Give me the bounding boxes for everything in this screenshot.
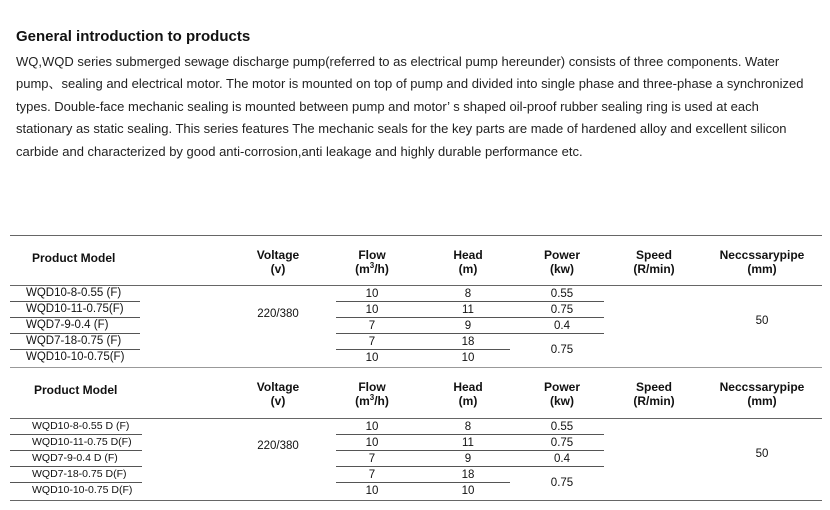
header-bottom-rule: [10, 285, 822, 286]
header-pipe-label: Neccssarypipe: [719, 248, 805, 262]
intro-line: stationary as static sealing. This series features The mechanic seals for the key parts are made of hardened alloy and excellent silicon: [16, 121, 787, 137]
header-flow: [332, 248, 412, 276]
header-power-label: Power: [543, 380, 580, 394]
power-cell-merged: 0.75: [550, 477, 574, 489]
table-top-rule: [10, 367, 822, 368]
header-pipe-label: Neccssarypipe: [719, 380, 805, 394]
header-power: [522, 248, 602, 276]
header-voltage-unit: (v): [270, 262, 286, 276]
header-speed-label: Speed: [635, 248, 672, 262]
header-power-unit: (kw): [550, 262, 574, 276]
pipe-cell: 50: [755, 315, 769, 327]
row-rule: [10, 349, 140, 350]
header-pipe: [702, 248, 822, 276]
row-rule: [336, 349, 510, 350]
product-table-1: [10, 235, 822, 367]
header-head-unit: (m): [458, 262, 478, 276]
row-rule: [10, 434, 142, 435]
header-voltage: [238, 380, 318, 408]
flow-cell: 7: [368, 336, 376, 348]
row-rule: [10, 450, 142, 451]
header-voltage-unit: (v): [270, 394, 286, 408]
power-cell: 0.4: [554, 320, 570, 332]
head-cell: 10: [461, 485, 475, 497]
row-rule: [10, 301, 140, 302]
model-cell: WQD10-10-0.75 D(F): [32, 484, 133, 496]
header-power: [522, 380, 602, 408]
head-cell: 9: [464, 320, 472, 332]
row-rule: [10, 482, 142, 483]
model-cell: WQD10-8-0.55 (F): [26, 287, 122, 299]
model-cell: WQD7-9-0.4 D (F): [32, 452, 118, 464]
header-speed-unit: (R/min): [633, 394, 675, 408]
intro-line: WQ,WQD series submerged sewage discharge pump(referred to as electrical pump hereunder) consists of three components. Water: [16, 54, 780, 69]
head-cell: 8: [464, 421, 472, 433]
table-bottom-rule: [10, 500, 822, 501]
model-cell: WQD7-18-0.75 (F): [26, 335, 122, 347]
product-table-2: [10, 367, 822, 501]
head-cell: 9: [464, 453, 472, 465]
flow-cell: 7: [368, 469, 376, 481]
header-head-label: Head: [453, 380, 483, 394]
row-rule: [10, 466, 142, 467]
model-cell: WQD7-9-0.4 (F): [26, 319, 109, 331]
header-flow-label: Flow: [358, 380, 386, 394]
header-pipe-unit: (mm): [747, 262, 777, 276]
flow-cell: 10: [365, 421, 379, 433]
model-cell: WQD10-11-0.75 D(F): [32, 436, 132, 448]
row-rule: [10, 333, 140, 334]
flow-cell: 7: [368, 320, 376, 332]
flow-cell: 10: [365, 437, 379, 449]
header-flow-unit: $(m^3/h)$: [355, 393, 389, 408]
power-cell: 0.55: [550, 288, 574, 300]
header-flow: [332, 380, 412, 408]
intro-line: types. Double-face mechanic sealing is mounted between pump and motor’ s shaped oil-proof rubber sealing ring is used at each: [16, 98, 759, 114]
header-speed: [614, 248, 694, 276]
header-product-model: Product Model: [32, 251, 116, 265]
head-cell: 8: [464, 288, 472, 300]
head-cell: 18: [461, 469, 475, 481]
header-flow-unit: $(m^3/h)$: [355, 261, 389, 276]
header-speed-label: Speed: [635, 380, 672, 394]
header-speed-unit: (R/min): [633, 262, 675, 276]
row-rule: [336, 482, 510, 483]
head-cell: 11: [462, 304, 474, 316]
power-cell: 0.4: [554, 453, 570, 465]
model-cell: WQD10-11-0.75(F): [26, 303, 124, 315]
header-voltage: [238, 248, 318, 276]
model-cell: WQD10-10-0.75(F): [26, 351, 125, 363]
flow-cell: 10: [365, 304, 379, 316]
head-cell: 11: [462, 437, 474, 449]
power-cell: 0.55: [550, 421, 574, 433]
header-head-label: Head: [453, 248, 483, 262]
header-bottom-rule: [10, 418, 822, 419]
power-cell: 0.75: [550, 304, 574, 316]
head-cell: 10: [461, 352, 475, 364]
section-heading: General introduction to products: [16, 28, 251, 45]
intro-line: carbide and characterized by good anti-corrosion,anti leakage and highly durable performance etc.: [16, 143, 583, 159]
header-power-unit: (kw): [550, 394, 574, 408]
table-top-rule: [10, 235, 822, 236]
header-power-label: Power: [543, 248, 580, 262]
voltage-cell: 220/380: [257, 308, 299, 320]
header-head-unit: (m): [458, 394, 478, 408]
header-head: [428, 248, 508, 276]
header-pipe: [702, 380, 822, 408]
intro-paragraph: [16, 51, 816, 163]
flow-cell: 10: [365, 485, 379, 497]
header-voltage-label: Voltage: [256, 248, 300, 262]
flow-cell: 10: [365, 352, 379, 364]
row-rule: [10, 317, 140, 318]
header-product-model: Product Model: [34, 383, 118, 397]
flow-cell: 10: [365, 288, 379, 300]
power-cell-merged: 0.75: [550, 344, 574, 356]
model-cell: WQD7-18-0.75 D(F): [32, 468, 127, 480]
power-cell: 0.75: [550, 437, 574, 449]
intro-line: pump、sealing and electrical motor. The motor is mounted on top of pump and divided into single phase and three-phase a synchronized: [16, 76, 804, 92]
header-pipe-unit: (mm): [747, 394, 777, 408]
header-head: [428, 380, 508, 408]
header-flow-label: Flow: [358, 248, 386, 262]
header-voltage-label: Voltage: [256, 380, 300, 394]
flow-cell: 7: [368, 453, 376, 465]
head-cell: 18: [461, 336, 475, 348]
header-speed: [614, 380, 694, 408]
pipe-cell: 50: [755, 448, 769, 460]
voltage-cell: 220/380: [257, 440, 299, 452]
model-cell: WQD10-8-0.55 D (F): [32, 420, 130, 432]
